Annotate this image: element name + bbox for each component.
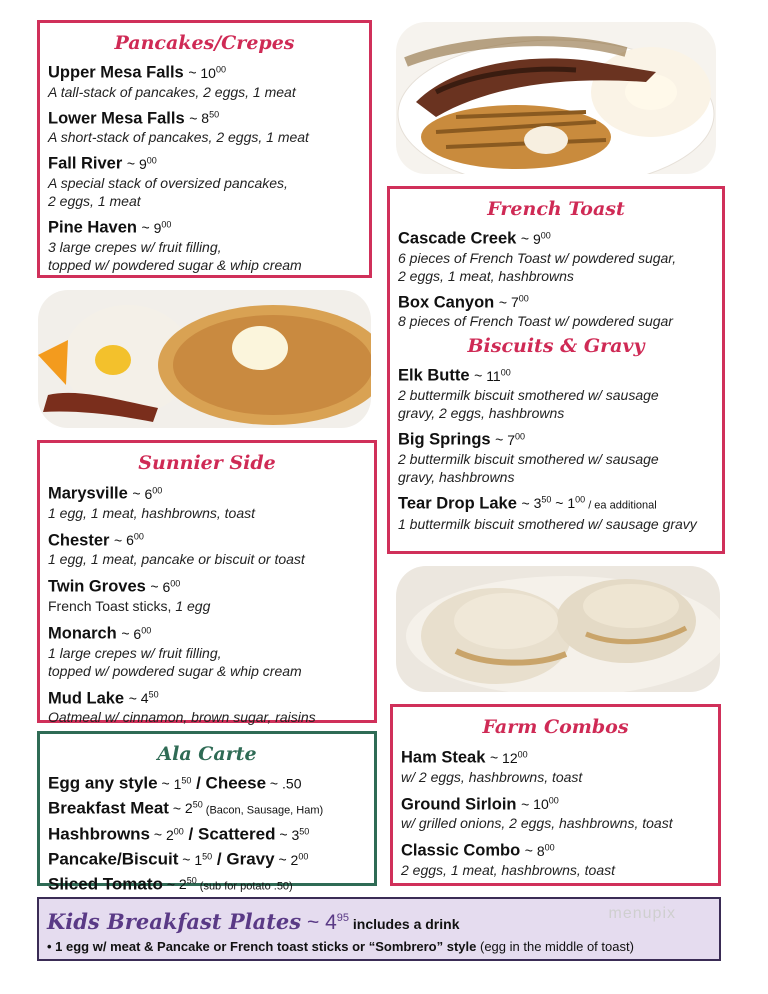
ala-carte-item-second-price (291, 827, 309, 843)
menu-item-title-line (48, 573, 366, 597)
menu-item-separator: ~ (489, 749, 503, 766)
menu-item-description: 6 pieces of French Toast w/ powdered sugar, (398, 249, 677, 266)
ala-carte-second-price-sup: 00 (298, 850, 309, 861)
menu-item-price-sup: 00 (544, 842, 555, 853)
menu-item (48, 59, 361, 101)
menu-item-price-main: 8 (536, 842, 545, 859)
menu-item-price (534, 495, 552, 511)
menu-item-separator: ~ (520, 230, 533, 247)
menu-item-name: Box Canyon (398, 293, 499, 312)
farm-combos-title: Farm Combos (482, 716, 629, 738)
ala-carte-item-second-name: / Gravy (212, 849, 275, 869)
menu-item-name: Fall River (48, 154, 127, 173)
menu-item-price-main: 12 (502, 749, 518, 766)
menu-item-price-sup: 00 (170, 578, 181, 589)
ala-carte-item (48, 871, 366, 898)
biscuits-gravy-title: Biscuits & Gravy (467, 335, 645, 358)
menu-item-title-line (48, 480, 366, 504)
pancakes-section (37, 20, 372, 278)
menu-item-description-italic: 1 egg (171, 597, 211, 614)
menu-item (48, 620, 366, 680)
ala-carte-title: Ala Carte (157, 743, 257, 765)
menu-item-extra-note: / ea additional (585, 499, 657, 512)
menu-item-title-line (48, 620, 366, 644)
menu-item-name: Chester (48, 531, 115, 550)
menu-item-price-sup: 00 (540, 230, 551, 240)
menu-item-name: Tear Drop Lake (398, 494, 522, 513)
menu-item-name: Ground Sirloin (401, 795, 522, 814)
menu-item (401, 791, 710, 833)
kids-description (47, 938, 711, 956)
menu-item (48, 150, 361, 210)
menu-item-price (162, 579, 180, 595)
menu-item-description: w/ 2 eggs, hashbrowns, toast (401, 768, 583, 785)
menu-item-price-main: 4 (140, 690, 149, 707)
menu-item-price-main: 11 (486, 367, 501, 384)
menu-item-description: topped w/ powdered sugar & whip cream (48, 662, 302, 679)
menu-item-title-line (401, 837, 710, 861)
pancakes-list (48, 59, 361, 274)
menu-item (48, 105, 361, 147)
menu-item-price-main: 10 (533, 796, 549, 813)
menu-item-description: topped w/ powdered sugar & whip cream (48, 256, 302, 273)
menu-item-name: Elk Butte (398, 366, 475, 385)
french-toast-title: French Toast (487, 198, 625, 220)
menu-item-price-sup: 00 (548, 795, 559, 806)
menu-item-description: w/ grilled onions, 2 eggs, hashbrowns, toast (401, 815, 673, 832)
ala-carte-item-separator: ~ (162, 876, 179, 893)
menu-item-title-line (401, 744, 710, 768)
menu-item-separator: ~ (132, 485, 145, 502)
menu-item (48, 573, 366, 615)
ala-carte-item-second-name: / Cheese (191, 773, 267, 793)
menu-item-description: gravy, 2 eggs, hashbrowns (398, 404, 565, 421)
biscuits-gravy-image (396, 566, 720, 692)
menu-item-price (502, 750, 528, 766)
menu-item-title-line (398, 225, 714, 249)
menu-item-price (154, 220, 172, 236)
menu-item-price-sup: 50 (541, 494, 552, 505)
ala-carte-item-second-name: / Scattered (183, 824, 276, 844)
menu-item-price-main: 6 (144, 485, 153, 502)
menu-item-extra-main: ~ 1 (551, 495, 576, 512)
menu-item-description: 1 egg, 1 meat, pancake or biscuit or toast (48, 551, 305, 568)
menu-item-price (201, 110, 219, 126)
menu-item-separator: ~ (474, 367, 487, 384)
ala-carte-item-price (174, 776, 192, 792)
french-toast-section (387, 186, 725, 554)
menu-item-price-main: 10 (200, 64, 216, 81)
menu-item-price-main: 7 (507, 431, 516, 448)
ala-carte-item-name: Hashbrowns (48, 824, 151, 844)
menu-item-price (486, 368, 511, 384)
menu-item-separator: ~ (126, 155, 139, 172)
menu-item-name: Monarch (48, 624, 122, 643)
menu-item-description: A tall-stack of pancakes, 2 eggs, 1 meat (48, 83, 296, 100)
ala-carte-item-name: Egg any style (48, 773, 158, 793)
menu-item-separator: ~ (495, 431, 508, 448)
menu-item-separator: ~ (141, 219, 154, 236)
ala-carte-section (37, 731, 377, 894)
menu-item-description: 3 large crepes w/ fruit filling, (48, 238, 222, 255)
kids-price (325, 911, 349, 934)
menu-item-price-sup: 00 (152, 485, 163, 495)
menu-item-title-line (48, 105, 361, 129)
menu-item-description: gravy, hashbrowns (398, 468, 515, 485)
ala-carte-item-second-separator: ~ (274, 851, 291, 868)
menu-item-title-line (48, 59, 361, 83)
menu-item (48, 527, 366, 569)
pancakes-title: Pancakes/Crepes (114, 32, 295, 54)
menu-item-price (141, 690, 159, 706)
menu-item-price (507, 432, 525, 448)
menu-item-description: 1 buttermilk biscuit smothered w/ sausage gravy (398, 516, 697, 533)
menu-item-title-line (48, 685, 366, 709)
ala-carte-item (48, 770, 366, 795)
menu-item-separator: ~ (188, 64, 201, 81)
menu-item-price-sup: 50 (148, 689, 159, 700)
menu-item-separator: ~ (128, 690, 141, 707)
sunnier-side-title: Sunnier Side (138, 452, 276, 474)
menu-item-price-sup: 00 (500, 367, 511, 378)
menu-item-description: 2 buttermilk biscuit smothered w/ sausage (398, 450, 659, 467)
menu-item-name: Big Springs (398, 430, 496, 449)
ala-carte-item (48, 821, 366, 846)
ala-carte-price-sup: 50 (202, 850, 213, 861)
ala-carte-item-name: Breakfast Meat (48, 798, 169, 818)
menu-item-title-line (48, 150, 361, 174)
menu-item-name: Lower Mesa Falls (48, 109, 190, 128)
menu-item-price (200, 65, 226, 81)
menu-item-price (126, 532, 144, 548)
menu-item-description: Oatmeal w/ cinnamon, brown sugar, raisins (48, 709, 316, 726)
menu-item (401, 744, 710, 786)
menu-item-title-line (398, 490, 714, 516)
menu-item (398, 225, 714, 285)
menu-item-title-line (48, 527, 366, 551)
menu-item-price-sup: 50 (209, 109, 220, 120)
menu-item-price-sup: 00 (517, 749, 528, 759)
menu-item-title-line (398, 362, 714, 386)
menu-item-description: 2 eggs, 1 meat, hashbrowns, toast (401, 861, 616, 878)
ala-carte-item-price (166, 827, 184, 843)
ala-carte-second-price-sup: 50 (299, 826, 310, 837)
menu-item-price (533, 231, 551, 247)
menu-item-description: A short-stack of pancakes, 2 eggs, 1 meat (48, 129, 309, 146)
menu-item-description: 2 eggs, 1 meat, hashbrowns (398, 267, 574, 284)
ala-carte-item (48, 795, 366, 822)
kids-title: Kids Breakfast Plates (47, 909, 302, 934)
ala-carte-item-second-separator: ~ (266, 775, 283, 792)
menu-item-extra-sup: 00 (575, 494, 586, 505)
kids-suffix: includes a drink (349, 916, 460, 932)
menu-item-separator: ~ (498, 294, 511, 311)
biscuits-gravy-photo (396, 566, 720, 692)
menu-item-price (133, 626, 151, 642)
menu-item-price-main: 9 (153, 219, 162, 236)
menu-item-name: Classic Combo (401, 841, 525, 860)
ala-carte-item-second-separator: ~ (275, 826, 292, 843)
menu-item-price-main: 9 (533, 230, 541, 247)
kids-price-sup: 95 (336, 912, 349, 924)
menu-item-extra-price (551, 495, 585, 511)
ala-carte-item-separator: ~ (150, 826, 166, 843)
menu-item (398, 362, 714, 422)
farm-combos-section (390, 704, 721, 886)
menu-item-price (533, 796, 559, 812)
menu-item-separator: ~ (121, 625, 134, 642)
farm-combos-list (401, 744, 710, 879)
menu-item-price-sup: 00 (215, 64, 226, 74)
menu-item-name: Mud Lake (48, 689, 129, 708)
pancake-plate-photo (38, 290, 371, 428)
ala-carte-second-price-main: .50 (282, 775, 302, 792)
menu-item (398, 426, 714, 486)
menu-item-separator: ~ (521, 495, 534, 512)
ala-carte-price-sup: 50 (181, 775, 192, 785)
french-toast-plate-image (396, 22, 716, 174)
menu-item (398, 289, 714, 331)
menu-item-description: 2 eggs, 1 meat (48, 192, 141, 209)
ala-carte-item-separator: ~ (168, 800, 185, 817)
french-toast-plate-photo (396, 22, 716, 174)
ala-carte-item (48, 846, 366, 871)
menu-item-price-sup: 00 (133, 531, 144, 542)
ala-carte-second-price-main: 2 (290, 851, 299, 868)
menu-item-separator: ~ (521, 796, 534, 813)
ala-carte-price-main: 2 (178, 876, 187, 893)
menu-item-description: 1 large crepes w/ fruit filling, (48, 644, 222, 661)
pancake-plate-image (38, 290, 371, 428)
watermark-text: menupix (608, 905, 676, 922)
menu-item-description: 2 buttermilk biscuit smothered w/ sausage (398, 386, 659, 403)
menu-item-name: Ham Steak (401, 748, 490, 767)
menu-item-price-main: 3 (533, 495, 542, 512)
ala-carte-item-separator: ~ (178, 851, 195, 868)
kids-price-main: 4 (325, 911, 337, 934)
ala-carte-item-name: Sliced Tomato (48, 874, 163, 894)
ala-carte-price-sup: 50 (186, 875, 197, 886)
ala-carte-list (48, 770, 366, 897)
menu-item-description: 8 pieces of French Toast w/ powdered sugar (398, 313, 673, 330)
menu-item-separator: ~ (524, 842, 537, 859)
menu-item-name: Pine Haven (48, 218, 142, 237)
menu-item (48, 685, 366, 727)
menu-item-price (511, 294, 529, 310)
kids-line-bold: • 1 egg w/ meat & Pancake or French toast sticks or “Sombrero” style (47, 939, 477, 954)
french-toast-list (398, 225, 714, 330)
menu-item-price-sup: 00 (141, 624, 152, 635)
ala-carte-price-sup: 00 (173, 826, 184, 837)
menu-item-separator: ~ (189, 110, 202, 127)
sunnier-side-list (48, 480, 366, 726)
menu-item-separator: ~ (150, 578, 163, 595)
menu-item-title-line (398, 289, 714, 313)
menu-item-price-sup: 00 (161, 218, 172, 229)
menu-item (48, 480, 366, 522)
ala-carte-item-second-price (291, 852, 309, 868)
ala-carte-item-name: Pancake/Biscuit (48, 849, 179, 869)
menu-item-description: 1 egg, 1 meat, hashbrowns, toast (48, 504, 256, 521)
ala-carte-item-price (194, 852, 212, 868)
ala-carte-item-price (179, 876, 197, 892)
menu-item-title-line (48, 214, 361, 238)
menu-item-price-sup: 00 (146, 155, 157, 166)
ala-carte-second-price-main: 3 (291, 826, 300, 843)
menu-item-price-main: 7 (510, 294, 519, 311)
menu-item-price-sup: 00 (518, 293, 529, 304)
menu-item-description (48, 597, 366, 615)
kids-sep: ~ (301, 911, 326, 934)
menu-item-price-main: 6 (126, 532, 134, 549)
menu-item (398, 490, 714, 534)
menu-item-price (139, 156, 157, 172)
menu-item-name: Marysville (48, 484, 133, 503)
ala-carte-item-note: (sub for potato .50) (196, 880, 293, 893)
menu-item-price-sup: 00 (515, 430, 526, 441)
ala-carte-item-separator: ~ (157, 775, 174, 792)
menu-item-price (144, 486, 162, 502)
ala-carte-price-main: 2 (184, 800, 193, 817)
menu-item-price-main: 9 (138, 155, 147, 172)
ala-carte-item-note: (Bacon, Sausage, Ham) (202, 804, 324, 817)
menu-item (48, 214, 361, 274)
menu-item (401, 837, 710, 879)
menu-item-description: A special stack of oversized pancakes, (48, 174, 288, 191)
menu-item-separator: ~ (114, 532, 127, 549)
menu-item-title-line (398, 426, 714, 450)
ala-carte-price-main: 1 (194, 851, 203, 868)
menu-item-price (537, 843, 555, 859)
menu-item-name: Twin Groves (48, 577, 151, 596)
menu-item-name: Upper Mesa Falls (48, 63, 189, 82)
menu-item-price-main: 6 (162, 578, 171, 595)
menu-item-price-main: 8 (201, 110, 210, 127)
ala-carte-price-sup: 50 (192, 799, 203, 810)
ala-carte-item-second-price (282, 776, 301, 792)
menu-item-price-main: 6 (133, 625, 142, 642)
menu-item-name: Cascade Creek (398, 229, 521, 248)
biscuits-gravy-list (398, 362, 714, 533)
kids-line-note: (egg in the middle of toast) (476, 939, 634, 954)
ala-carte-price-main: 1 (173, 775, 182, 792)
menu-item-title-line (401, 791, 710, 815)
sunnier-side-section (37, 440, 377, 726)
ala-carte-item-price (185, 800, 203, 816)
menu-item-description-upright: French Toast sticks, (48, 597, 172, 614)
ala-carte-price-main: 2 (166, 826, 174, 843)
